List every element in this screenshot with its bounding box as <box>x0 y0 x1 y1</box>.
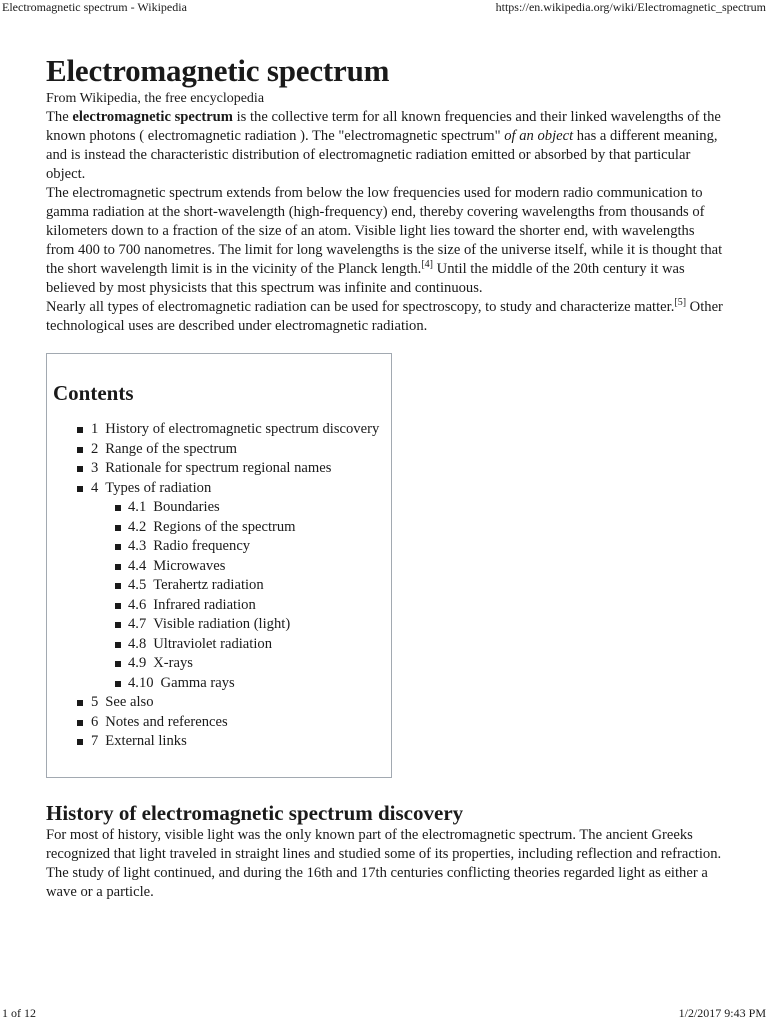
square-bullet-icon <box>115 505 121 511</box>
toc-item[interactable] <box>53 440 391 460</box>
toc-item-number: 4.7 <box>128 616 147 632</box>
history-paragraph-1: For most of history, visible light was the only known part of the electromagnetic spectrum. The ancient Greeks recognized that light traveled in straight lines and studied some of its properties, including reflection and refraction. The study of light continued, and during the 16th and 17th centuries conflicting theories regarded light as either a wave or a particle. <box>46 827 722 900</box>
toc-item-label[interactable]: History of electromagnetic spectrum discovery <box>105 421 380 437</box>
intro-paragraph-2 <box>46 184 726 298</box>
square-bullet-icon <box>115 544 121 550</box>
toc-item-label[interactable]: Rationale for spectrum regional names <box>105 460 332 476</box>
toc-item-number: 7 <box>91 733 99 749</box>
toc-item-number: 4 <box>91 479 99 496</box>
print-header-url[interactable]: https://en.wikipedia.org/wiki/Electromagnetic_spectrum <box>495 0 766 14</box>
square-bullet-icon <box>115 583 121 589</box>
toc-item-label[interactable]: Range of the spectrum <box>105 440 238 457</box>
intro-paragraph-1 <box>46 108 726 184</box>
square-bullet-icon <box>77 427 83 433</box>
square-bullet-icon <box>77 447 83 453</box>
toc-item-label[interactable]: Notes and references <box>105 713 228 730</box>
intro-p2-text-b: Until the middle of the 20th century it was believed by most physicists that this spectrum was infinite and continuous. <box>46 261 685 296</box>
toc-item[interactable] <box>53 615 391 635</box>
intro-paragraph-3 <box>46 298 726 336</box>
toc-item-number: 4.1 <box>128 499 147 515</box>
toc-item-number: 4.2 <box>128 518 147 535</box>
square-bullet-icon <box>115 603 121 609</box>
print-footer-datetime: 1/2/2017 9:43 PM <box>678 1006 766 1020</box>
toc-item-number: 4.3 <box>128 538 147 554</box>
intro-p1-text-a: The <box>46 109 73 125</box>
toc-item-label[interactable]: Boundaries <box>153 499 220 515</box>
toc-item-label[interactable]: Ultraviolet radiation <box>153 635 272 652</box>
toc-item-number: 4.9 <box>128 655 147 671</box>
page-title: Electromagnetic spectrum <box>46 53 390 88</box>
toc-item-number: 5 <box>91 694 99 710</box>
toc-item-label[interactable]: Microwaves <box>153 557 226 574</box>
toc-item-label[interactable]: Types of radiation <box>105 479 212 496</box>
intro-p3-text-a: Nearly all types of electromagnetic radiation can be used for spectroscopy, to study and characterize matter. <box>46 299 675 315</box>
toc-item-number: 4.4 <box>128 557 147 574</box>
toc-item[interactable] <box>53 713 391 733</box>
intro-p1-bold-term: electromagnetic spectrum <box>72 109 233 125</box>
section-heading-history: History of electromagnetic spectrum discovery <box>46 801 464 825</box>
article-content <box>46 52 726 902</box>
toc-item-label[interactable]: Radio frequency <box>153 538 251 554</box>
square-bullet-icon <box>115 622 121 628</box>
toc-item[interactable] <box>53 459 391 479</box>
square-bullet-icon <box>77 466 83 472</box>
toc-item-number: 1 <box>91 421 99 437</box>
table-of-contents <box>46 353 392 778</box>
toc-item[interactable] <box>53 635 391 655</box>
toc-item-number: 6 <box>91 713 99 730</box>
toc-item-number: 3 <box>91 460 99 476</box>
toc-item[interactable] <box>53 674 391 694</box>
toc-item-label[interactable]: See also <box>105 694 154 710</box>
intro-p1-text-b: is the collective term for all known frequencies and their linked wavelengths of the known photons ( electromagnetic radiation ). The "electromagnetic spectrum" <box>46 109 721 144</box>
print-footer-page: 1 of 12 <box>2 1006 36 1020</box>
toc-item-label[interactable]: X-rays <box>153 655 193 671</box>
square-bullet-icon <box>115 564 121 570</box>
citation-ref-5[interactable]: [5] <box>674 297 687 309</box>
toc-item[interactable] <box>53 537 391 557</box>
toc-title: Contents <box>53 381 134 405</box>
tagline: From Wikipedia, the free encyclopedia <box>46 91 265 106</box>
square-bullet-icon <box>77 720 83 726</box>
toc-item[interactable] <box>53 498 391 518</box>
intro-p1-italic: of an object <box>504 128 574 144</box>
toc-item-number: 4.5 <box>128 577 147 593</box>
toc-item[interactable] <box>53 596 391 616</box>
toc-item-label[interactable]: Infrared radiation <box>153 596 256 613</box>
toc-list <box>53 420 391 752</box>
toc-item[interactable] <box>53 732 391 752</box>
toc-item-label[interactable]: Terahertz radiation <box>153 577 264 593</box>
square-bullet-icon <box>115 681 121 687</box>
print-header-title: Electromagnetic spectrum - Wikipedia <box>2 0 187 14</box>
toc-item[interactable] <box>53 557 391 577</box>
toc-item-label[interactable]: Regions of the spectrum <box>153 518 296 535</box>
toc-item[interactable] <box>53 693 391 713</box>
toc-item[interactable] <box>53 518 391 538</box>
square-bullet-icon <box>77 700 83 706</box>
square-bullet-icon <box>77 739 83 745</box>
toc-item-number: 4.10 <box>128 674 154 691</box>
square-bullet-icon <box>115 661 121 667</box>
toc-item-label[interactable]: Visible radiation (light) <box>153 616 291 632</box>
toc-item-number: 4.6 <box>128 596 147 613</box>
intro-p2-text-a: The electromagnetic spectrum extends from below the low frequencies used for modern radio communication to gamma radiation at the short-wavelength (high-frequency) end, thereby covering wavelengths from thousands of kilometers down to a fraction of the size of an atom. Visible light lies toward the shorter end, with wavelengths from 400 to 700 nanometres. The limit for long wavelengths is the size of the universe itself, while it is thought that the short wavelength limit is in the vicinity of the Planck length. <box>46 185 723 277</box>
toc-item-number: 2 <box>91 440 99 457</box>
square-bullet-icon <box>115 525 121 531</box>
toc-item-number: 4.8 <box>128 635 147 652</box>
toc-item[interactable] <box>53 420 391 440</box>
toc-item[interactable] <box>53 576 391 596</box>
toc-item-label[interactable]: External links <box>105 733 187 749</box>
toc-item-label[interactable]: Gamma rays <box>160 674 235 691</box>
toc-item[interactable] <box>53 479 391 499</box>
square-bullet-icon <box>115 642 121 648</box>
intro-p1-text-c: has a different meaning, and is instead the characteristic distribution of electromagnetic radiation emitted or absorbed by that particular object. <box>46 128 718 182</box>
square-bullet-icon <box>77 486 83 492</box>
citation-ref-4[interactable]: [4] <box>421 259 433 271</box>
toc-item[interactable] <box>53 654 391 674</box>
intro-p3-text-b: Other technological uses are described under electromagnetic radiation. <box>46 299 723 334</box>
